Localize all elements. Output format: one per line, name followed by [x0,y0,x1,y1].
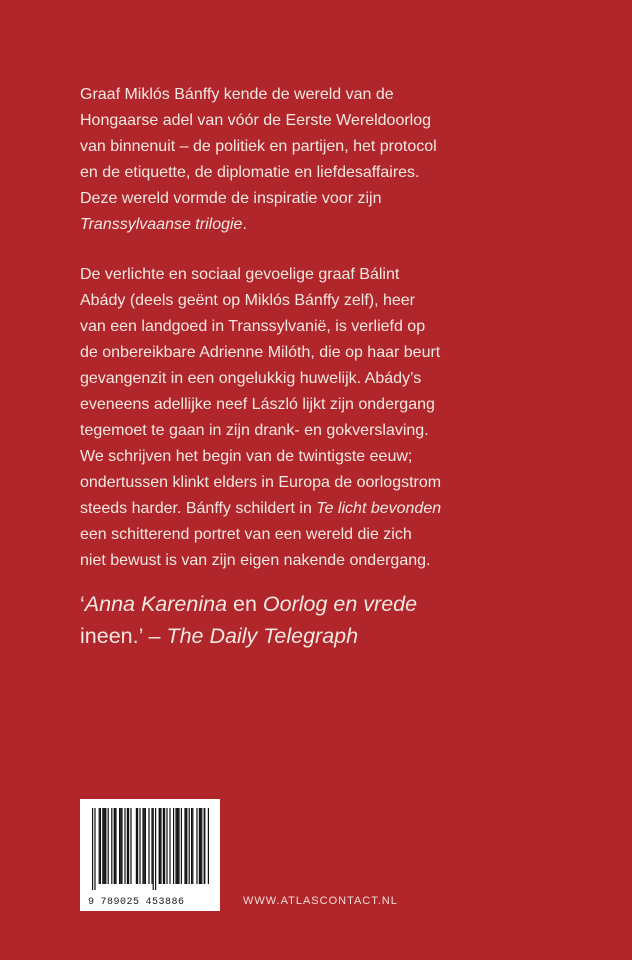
blurb-line: Graaf Miklós Bánffy kende de wereld van de [80,86,394,103]
barcode-bar [189,808,190,884]
barcode-bar [159,808,161,884]
barcode-bar [103,808,104,884]
barcode-bar [100,808,101,884]
barcode-bar [128,808,129,884]
barcode-bar [178,808,179,884]
barcode-bar [166,808,167,884]
barcode-bar [137,808,138,884]
blurb-line: Abády (deels geënt op Miklós Bánffy zelf), heer [80,292,415,309]
isbn-number: 9 789025 453886 [88,897,185,908]
barcode-bar [169,808,170,884]
barcode-bar [114,808,116,884]
barcode-bar [142,808,143,884]
book-title: Te licht bevonden [316,500,442,517]
barcode-bar [201,808,202,884]
barcode-bar [119,808,120,884]
barcode-bar [148,808,149,884]
blurb-line: niet bewust is van zijn eigen nakende ondergang. [80,552,431,569]
blurb-line: eveneens adellijke neef László lijkt zijn ondergang [80,396,435,413]
barcode-bar [121,808,122,884]
barcode-bar [163,808,164,884]
barcode-bar [151,808,152,884]
blurb-line: gevangenzit in een ongelukkig huwelijk. Abády’s [80,370,422,387]
blurb-line: Transsylvaanse trilogie. [80,216,247,233]
barcode-bar [124,808,125,884]
isbn-barcode [80,799,220,911]
blurb-line: ondertussen klinkt elders in Europa de oorlogstrom [80,474,442,491]
barcode-bar [164,808,165,884]
barcode-bar [160,808,161,884]
quote-source: The Daily Telegraph [166,624,359,648]
blurb-line: Deze wereld vormde de inspiratie voor zijn [80,190,382,207]
barcode-bar [196,808,197,884]
barcode-bar [115,808,116,884]
blurb-line: van een landgoed in Transsylvanië, is verliefd op [80,318,426,335]
barcode-bar [111,808,112,884]
barcode-bar [175,808,176,884]
barcode-bar [192,808,193,884]
barcode-bar [144,808,145,884]
blurb-line: Hongaarse adel van vóór de Eerste Wereldoorlog [80,112,432,129]
barcode-bar [184,808,185,884]
barcode-bar [177,808,179,884]
barcode-bar [99,808,100,884]
barcode-bar [139,808,140,884]
barcode-bar [199,808,200,884]
barcode-bar [94,808,95,890]
blurb-line: De verlichte en sociaal gevoelige graaf Bálint [80,266,400,283]
barcode-bar [186,808,188,884]
blurb-line: steeds harder. Bánffy schildert in Te licht bevonden [80,500,442,517]
blurb-line: een schitterend portret van een wereld die zich [80,526,412,543]
barcode-bar [155,808,156,890]
barcode-bar [191,808,192,884]
barcode-bars [90,808,210,890]
blurb-line: en de etiquette, de diplomatie en liefdesaffaires. [80,164,420,181]
blurb-line: tegemoet te gaan in zijn drank- en gokverslaving. [80,422,429,439]
barcode-bar [173,808,174,884]
barcode-bar [136,808,137,884]
barcode-bar [204,808,206,884]
blurb-line: de onbereikbare Adrienne Milóth, die op haar beurt [80,344,441,361]
barcode-bar [120,808,121,884]
back-cover-blurb [80,82,550,574]
barcode-bar [92,808,93,890]
blurb-line: van binnenuit – de politiek en partijen, het protocol [80,138,437,155]
barcode-bar [127,808,128,884]
trilogy-title: Transsylvaanse trilogie [80,216,243,233]
press-quote: ‘Anna Karenina en Oorlog en vrede ineen.’ – The Daily Telegraph [80,592,418,648]
barcode-bar [200,808,201,884]
blurb-line: We schrijven het begin van de twintigste eeuw; [80,448,413,465]
barcode-bar [108,808,109,884]
publisher-website: WWW.ATLASCONTACT.NL [243,895,398,907]
barcode-bar [102,808,103,884]
barcode-bar [145,808,146,884]
barcode-bar [208,808,209,884]
barcode-bar [105,808,107,884]
barcode-bar [130,808,131,884]
barcode-bar [181,808,182,884]
barcode-bar [153,808,154,890]
